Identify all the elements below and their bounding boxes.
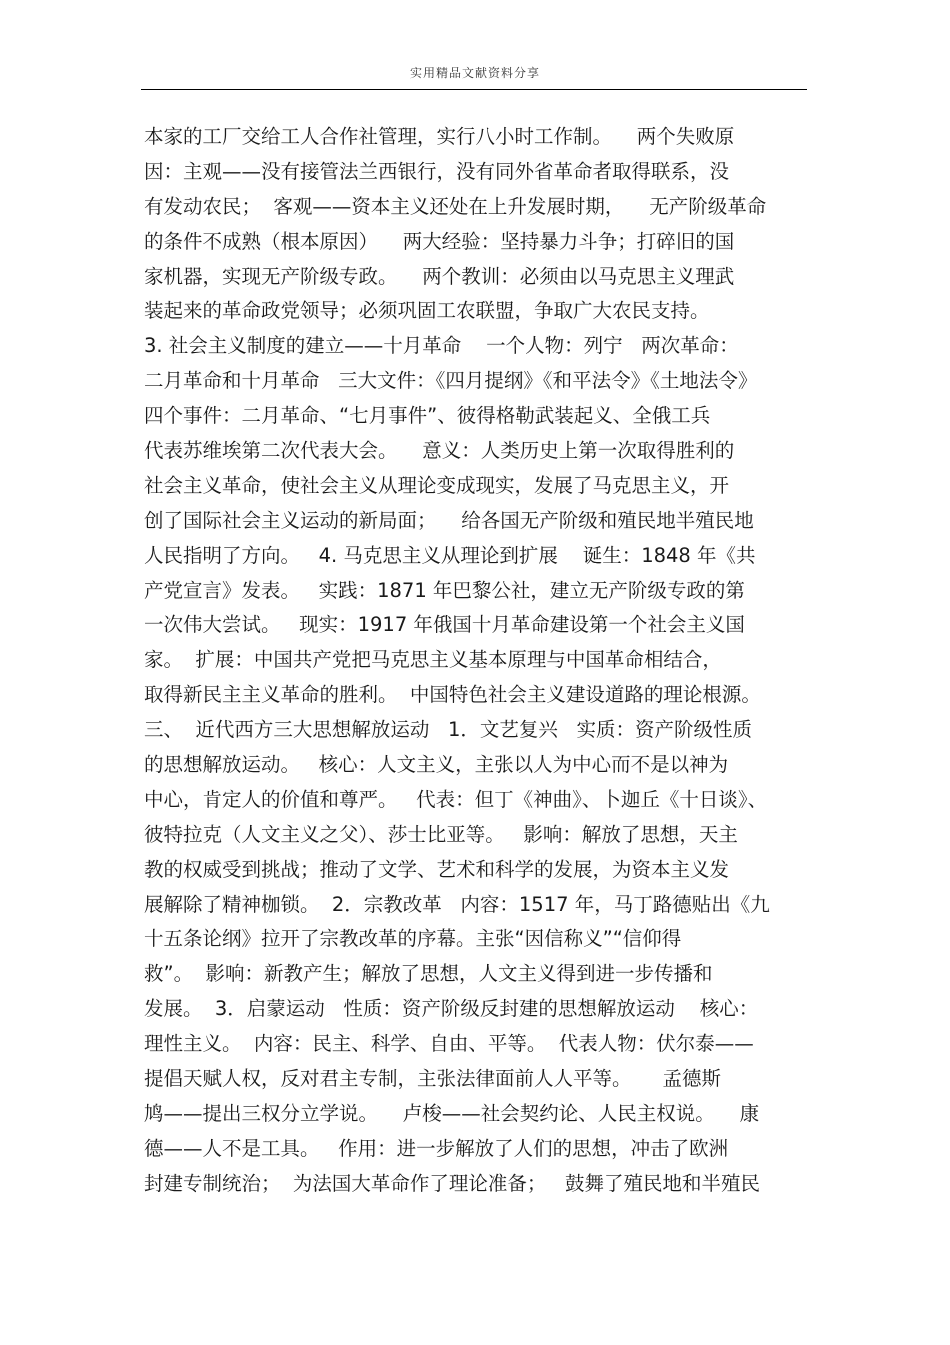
text-line: 取得新民主主义革命的胜利。 中国特色社会主义建设道路的理论根源。 [144,683,761,707]
text-line: 鸠——提出三权分立学说。 卢梭——社会契约论、人民主权说。 康 [144,1101,760,1125]
text-line: 中心，肯定人的价值和尊严。 代表：但丁《神曲》、卜迦丘《十日谈》、 [144,787,768,811]
text-line: 三、 近代西方三大思想解放运动 1．文艺复兴 实质：资产阶级性质 [144,718,752,742]
text-line: 一次伟大尝试。 现实：1917 年俄国十月革命建设第一个社会主义国 [144,613,745,637]
text-line: 理性主义。 内容：民主、科学、自由、平等。 代表人物：伏尔泰—— [144,1032,754,1056]
text-line: 发展。 3．启蒙运动 性质：资产阶级反封建的思想解放运动 核心： [144,997,759,1021]
text-line: 3. 社会主义制度的建立——十月革命 一个人物：列宁 两次革命： [144,334,739,358]
text-line: 二月革命和十月革命 三大文件：《四月提纲》《和平法令》《土地法令》 [144,369,758,393]
text-line: 家。 扩展：中国共产党把马克思主义基本原理与中国革命相结合， [144,648,722,672]
text-line: 四个事件：二月革命、“七月事件”、彼得格勒武装起义、全俄工兵 [144,404,711,428]
text-line: 彼特拉克（人文主义之父）、莎士比亚等。 影响：解放了思想，天主 [144,822,738,846]
text-line: 展解除了精神枷锁。 2．宗教改革 内容：1517 年，马丁路德贴出《九 [144,892,770,916]
text-line: 代表苏维埃第二次代表大会。 意义：人类历史上第一次取得胜利的 [144,439,735,463]
text-line: 十五条论纲》拉开了宗教改革的序幕。主张“因信称义”“信仰得 [144,927,682,951]
text-line: 本家的工厂交给工人合作社管理，实行八小时工作制。 两个失败原 [144,125,735,148]
text-line: 提倡天赋人权，反对君主专制，主张法律面前人人平等。 孟德斯 [144,1067,721,1091]
text-line: 创了国际社会主义运动的新局面； 给各国无产阶级和殖民地半殖民地 [144,508,754,532]
body-text [144,120,816,1202]
text-line: 家机器，实现无产阶级专政。 两个教训：必须由以马克思主义理武 [144,264,735,288]
text-line: 因：主观——没有接管法兰西银行，没有同外省革命者取得联系，没 [144,159,730,183]
text-line: 德——人不是工具。 作用：进一步解放了人们的思想，冲击了欧洲 [144,1136,729,1160]
header-divider [141,89,807,90]
text-line: 的条件不成熟（根本原因） 两大经验：坚持暴力斗争；打碎旧的国 [144,229,735,253]
text-line: 人民指明了方向。 4. 马克思主义从理论到扩展 诞生：1848 年《共 [144,543,756,567]
text-line: 的思想解放运动。 核心：人文主义，主张以人为中心而不是以神为 [144,753,729,777]
page-header-title: 实用精品文献资料分享 [409,66,540,80]
text-line: 救”。 影响：新教产生；解放了思想，人文主义得到进一步传播和 [144,962,713,986]
text-line: 封建专制统治； 为法国大革命作了理论准备； 鼓舞了殖民地和半殖民 [144,1171,760,1195]
text-line: 教的权威受到挑战；推动了文学、艺术和科学的发展，为资本主义发 [144,857,730,881]
text-line: 产党宣言》发表。 实践：1871 年巴黎公社，建立无产阶级专政的第 [144,578,745,602]
text-line: 装起来的革命政党领导；必须巩固工农联盟，争取广大农民支持。 [144,299,710,323]
text-line: 有发动农民； 客观——资本主义还处在上升发展时期， 无产阶级革命 [144,194,767,218]
text-line: 社会主义革命，使社会主义从理论变成现实，发展了马克思主义，开 [144,473,730,497]
